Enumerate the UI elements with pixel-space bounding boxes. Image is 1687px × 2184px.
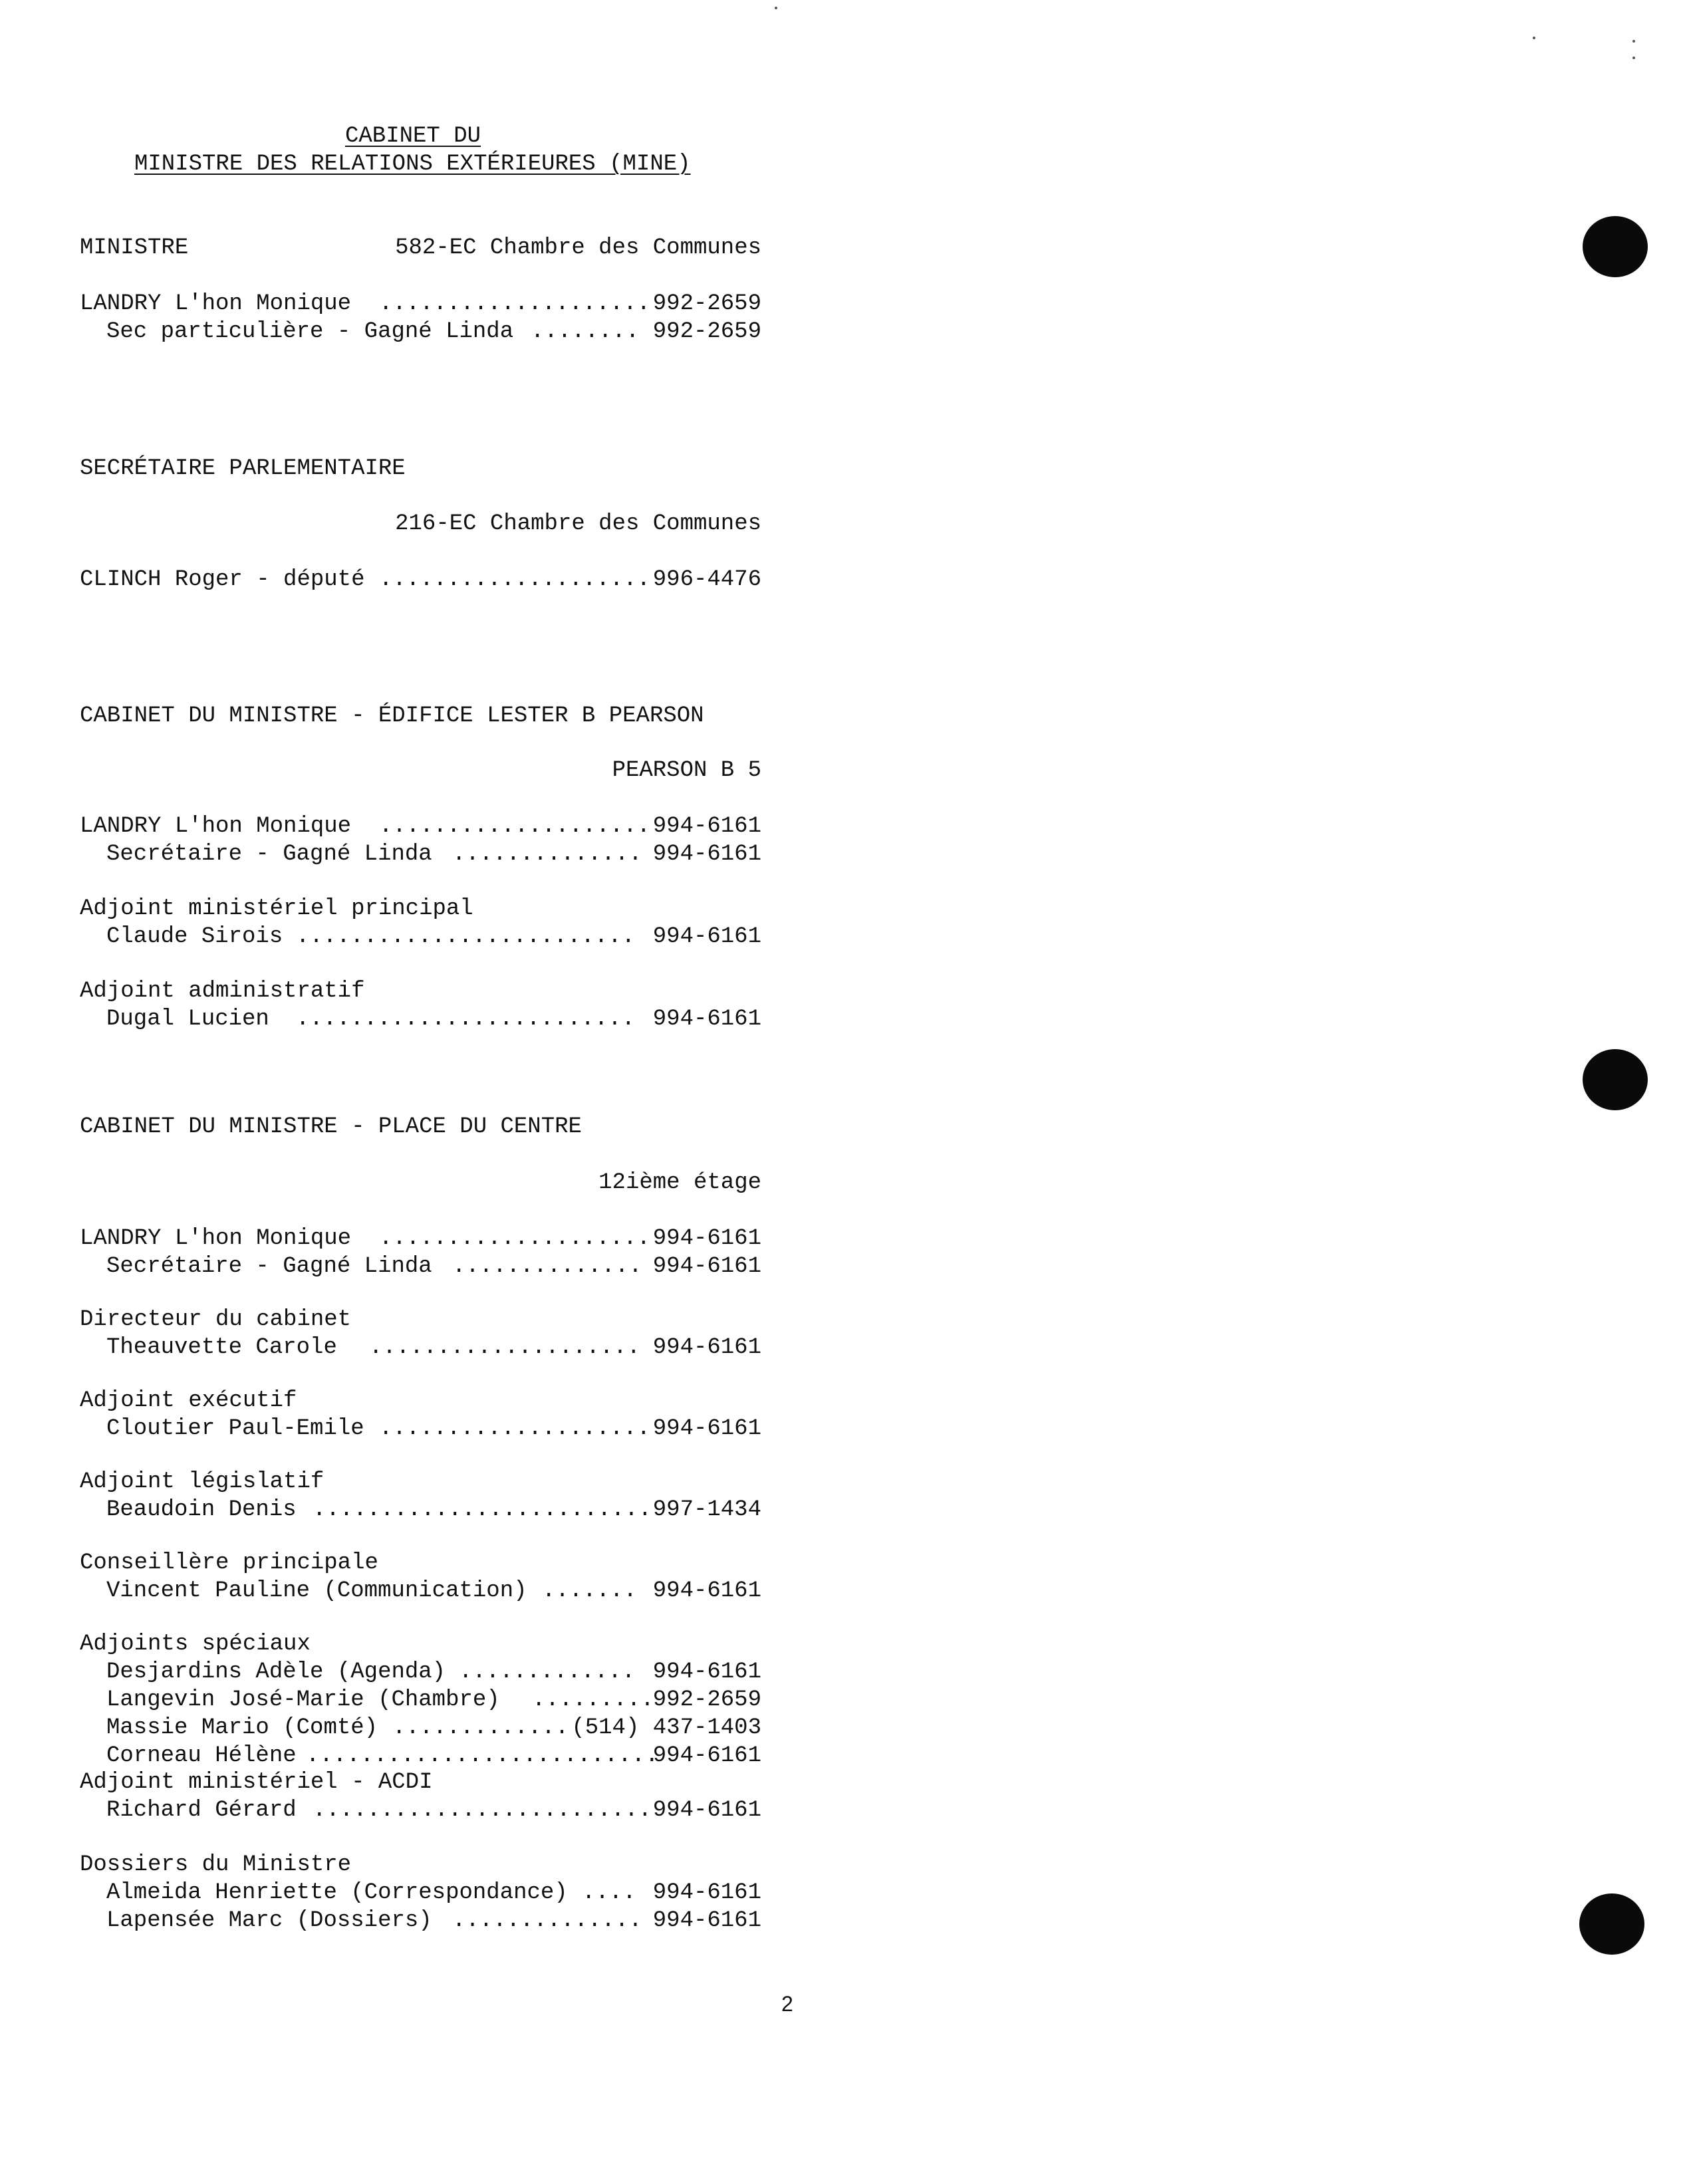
leader-dots: ......................... [296, 924, 636, 949]
punch-hole-bottom [1579, 1893, 1644, 1955]
entry-name: Theauvette Carole [106, 1335, 337, 1360]
leader-dots: .... [582, 1880, 636, 1905]
entry-phone: (514) 437-1403 [571, 1715, 761, 1741]
entry-phone: 994-6161 [652, 1416, 761, 1441]
location-centre: 12ième étage [598, 1170, 761, 1195]
scan-speck [1632, 57, 1635, 59]
leader-dots: .................... [379, 291, 651, 316]
entry-phone: 994-6161 [652, 1226, 761, 1251]
entry-phone: 994-6161 [652, 1880, 761, 1905]
scan-speck [775, 7, 777, 9]
entry-name: Sec particulière - Gagné Linda [106, 319, 514, 344]
section-heading-pearson: CABINET DU MINISTRE - ÉDIFICE LESTER B PEARSON [80, 703, 704, 729]
leader-dots: .................... [379, 1416, 651, 1441]
scan-speck [1632, 40, 1635, 43]
leader-dots: ......................... [296, 1007, 636, 1032]
role-label: Adjoint ministériel principal [80, 896, 473, 921]
entry-phone: 994-6161 [652, 1578, 761, 1604]
entry-name: Desjardins Adèle (Agenda) [106, 1659, 446, 1685]
role-label: Adjoint administratif [80, 979, 365, 1004]
entry-phone: 992-2659 [652, 1687, 761, 1713]
leader-dots: .......................... [306, 1743, 659, 1768]
leader-dots: ........ [531, 319, 640, 344]
entry-name: Richard Gérard [106, 1798, 297, 1823]
entry-name: Dugal Lucien [106, 1007, 269, 1032]
entry-name: Corneau Hélène [106, 1743, 297, 1768]
role-label: Directeur du cabinet [80, 1307, 352, 1332]
punch-hole-top [1583, 216, 1648, 277]
entry-name: CLINCH Roger - député [80, 567, 365, 592]
entry-name: Secrétaire - Gagné Linda [106, 1254, 432, 1279]
entry-phone: 994-6161 [652, 1254, 761, 1279]
document-title-line-1: CABINET DU [345, 124, 481, 149]
leader-dots: ....... [542, 1578, 637, 1604]
entry-name: Massie Mario (Comté) [106, 1715, 378, 1741]
entry-phone: 994-6161 [652, 1335, 761, 1360]
entry-phone: 994-6161 [652, 1007, 761, 1032]
leader-dots: .............. [452, 1254, 642, 1279]
role-label: Adjoint exécutif [80, 1388, 297, 1413]
entry-name: LANDRY L'hon Monique [80, 1226, 352, 1251]
leader-dots: .............. [452, 1908, 642, 1933]
entry-name: Lapensée Marc (Dossiers) [106, 1908, 432, 1933]
location-secretaire: 216-EC Chambre des Communes [395, 511, 761, 537]
leader-dots: .................... [379, 1226, 651, 1251]
entry-phone: 997-1434 [652, 1497, 761, 1522]
location-ministre: 582-EC Chambre des Communes [395, 235, 761, 261]
page-number: 2 [781, 1992, 793, 2016]
entry-phone: 994-6161 [652, 842, 761, 867]
section-heading-secretaire: SECRÉTAIRE PARLEMENTAIRE [80, 456, 406, 481]
entry-phone: 994-6161 [652, 1743, 761, 1768]
leader-dots: .................... [379, 567, 651, 592]
entry-phone: 994-6161 [652, 1908, 761, 1933]
entry-phone: 994-6161 [652, 924, 761, 949]
role-label: Adjoints spéciaux [80, 1632, 311, 1657]
leader-dots: .................... [379, 814, 651, 839]
role-label: Adjoint législatif [80, 1469, 324, 1495]
leader-dots: .............. [452, 842, 642, 867]
entry-name: LANDRY L'hon Monique [80, 814, 352, 839]
entry-phone: 994-6161 [652, 1798, 761, 1823]
entry-phone: 992-2659 [652, 319, 761, 344]
entry-name: Cloutier Paul-Emile [106, 1416, 364, 1441]
leader-dots: .................... [369, 1335, 641, 1360]
entry-name: Beaudoin Denis [106, 1497, 297, 1522]
entry-phone: 994-6161 [652, 1659, 761, 1685]
document-title-line-2: MINISTRE DES RELATIONS EXTÉRIEURES (MINE) [134, 152, 691, 177]
leader-dots: ............. [392, 1715, 569, 1741]
section-heading-ministre: MINISTRE [80, 235, 189, 261]
entry-phone: 996-4476 [652, 567, 761, 592]
entry-name: Langevin José-Marie (Chambre) [106, 1687, 500, 1713]
entry-name: Vincent Pauline (Communication) [106, 1578, 527, 1604]
leader-dots: ......................... [313, 1497, 652, 1522]
section-heading-centre: CABINET DU MINISTRE - PLACE DU CENTRE [80, 1114, 582, 1140]
scan-speck [1533, 37, 1535, 39]
entry-name: Secrétaire - Gagné Linda [106, 842, 432, 867]
punch-hole-middle [1583, 1049, 1648, 1110]
entry-phone: 992-2659 [652, 291, 761, 316]
leader-dots: ......................... [313, 1798, 652, 1823]
entry-name: LANDRY L'hon Monique [80, 291, 352, 316]
role-label: Conseillère principale [80, 1550, 378, 1576]
entry-name: Almeida Henriette (Correspondance) [106, 1880, 568, 1905]
role-label: Adjoint ministériel - ACDI [80, 1770, 433, 1795]
location-pearson: PEARSON B 5 [612, 758, 761, 783]
leader-dots: ............. [459, 1659, 636, 1685]
leader-dots: ......... [532, 1687, 654, 1713]
role-label: Dossiers du Ministre [80, 1852, 352, 1878]
entry-name: Claude Sirois [106, 924, 283, 949]
entry-phone: 994-6161 [652, 814, 761, 839]
